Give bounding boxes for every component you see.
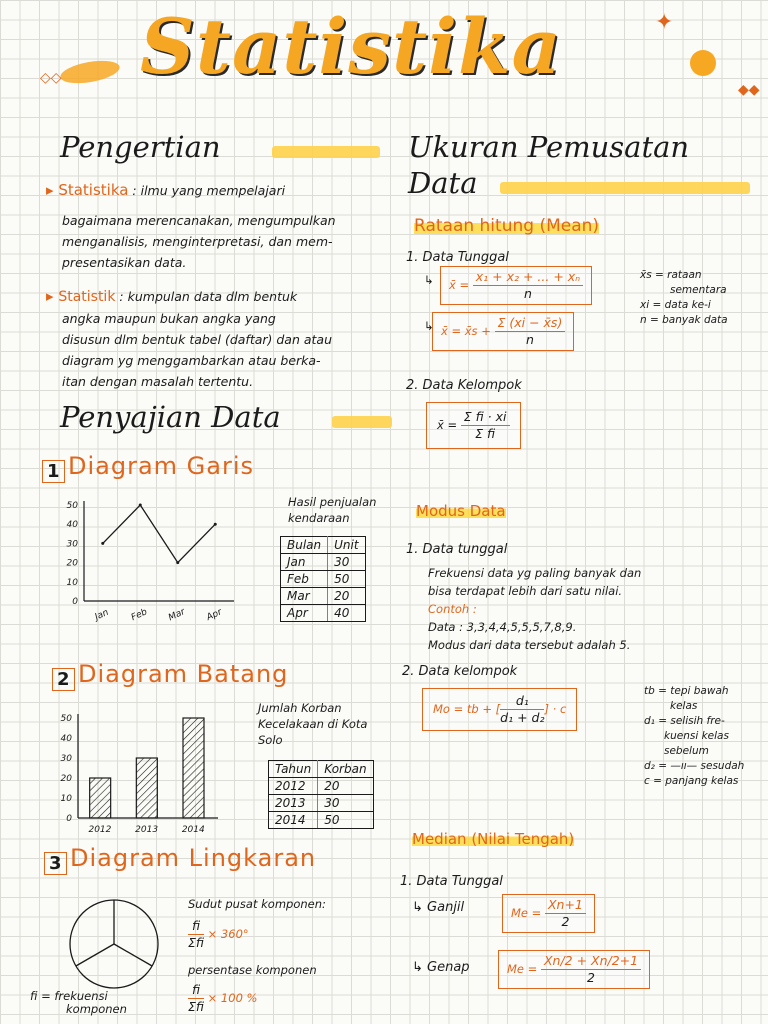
modus-kelompok: 2. Data kelompok [402,664,518,679]
sun-doodle [690,50,716,76]
caption-line: kendaraan [288,511,350,525]
diagram-lingkaran-title: Diagram Lingkaran [70,844,317,872]
y-tick-label: 20 [60,774,72,784]
frac-bottom: 2 [587,970,595,985]
legend-line: sebelum [664,745,709,757]
mean-tunggal: 1. Data Tunggal [406,250,509,265]
page-title: Statistika [140,2,562,91]
y-tick-label: 40 [60,734,72,744]
data-point [176,561,179,564]
table-row [281,554,366,571]
table-header: Bulan [281,537,328,554]
formula-lhs: x̄ = x̄s + [441,324,491,338]
y-tick-label: 40 [66,520,78,531]
note-line: komponen [66,1002,127,1016]
y-tick-label: 50 [66,501,78,511]
median-ganjil-formula [502,894,595,933]
x-tick-label: 2013 [135,825,159,835]
legend-line: xi = data ke-i [640,299,711,311]
modus-tunggal: 1. Data tunggal [406,542,508,557]
contoh-data: Data : 3,3,4,4,5,5,5,7,8,9. [428,620,577,634]
mean-formula-2 [432,312,574,351]
desc-line: Frekuensi data yg paling banyak dan [428,566,642,580]
note-line: fi = frekuensi [30,989,108,1003]
sparkle-icon: ◆◆ [738,82,760,98]
legend-line: kuensi kelas [664,730,729,742]
x-tick-label: Feb [129,607,149,624]
legend-line: kelas [670,700,698,712]
frac-top: d₁ [500,693,544,710]
modus-legend [644,684,744,789]
y-tick-label: 10 [60,794,72,804]
def1-lines [62,210,402,273]
table-header: Tahun [269,761,318,778]
y-tick-label: 50 [60,714,72,724]
frac-bottom: n [523,286,532,301]
pie-slice-divider [114,944,152,966]
mean-title [414,216,599,236]
y-tick-label: 30 [60,754,72,764]
pengertian-heading: Pengertian [60,130,221,164]
definition-statistika: ▸ Statistika : ilmu yang mempelajari [46,181,286,199]
definition-statistik: ▸ Statistik : kumpulan data dlm bentuk [46,287,298,305]
def1-line: bagaimana merencanakan, mengumpulkan [62,213,336,228]
genap-text: Genap [427,960,470,975]
legend-line: tb = tepi bawah [644,685,729,697]
formula-lhs: Me = [507,962,538,976]
persen-tail: × 100 % [207,991,258,1005]
term-statistika: Statistika [58,181,129,199]
y-tick-label: 0 [66,814,72,824]
series-line [103,505,216,563]
frac-bottom: d₁ + d₂ [500,710,545,725]
x-tick-label: 2012 [88,825,112,835]
mean-legend [640,268,728,328]
median-title-text: Median (Nilai Tengah) [412,830,575,848]
def1-line: menganalisis, menginterpretasi, dan mem- [62,234,333,249]
x-tick-label: 2014 [181,825,205,835]
y-tick-label: 0 [72,597,78,607]
section-number: 3 [44,852,67,875]
desc-line: bisa terdapat lebih dari satu nilai. [428,584,623,598]
def2-lines [62,308,402,392]
frac-top: Σ (xi − x̄s) [495,315,566,332]
def2-line: disusun dlm bentuk tabel (daftar) dan atau [62,332,333,347]
table-cell: Jan [281,554,328,571]
frac-top: x₁ + x₂ + ... + xₙ [473,269,583,286]
contoh-label: Contoh : [428,602,477,616]
mean-formula-1 [440,266,592,305]
legend-line: sementara [670,284,727,296]
diagram-batang-title: Diagram Batang [78,660,289,688]
table-header: Korban [318,761,373,778]
ukuran-heading-line2: Data [408,166,478,200]
table-cell: 50 [318,812,373,829]
median-title [412,830,574,848]
table-cell: 2014 [269,812,318,829]
y-tick-label: 10 [66,577,78,588]
def2-line: diagram yg menggambarkan atau berka- [62,353,321,368]
frac-bottom: Σ fi [475,426,496,441]
table-cell: 2012 [269,778,318,795]
term-statistik: Statistik [58,289,116,305]
contoh-result: Modus dari data tersebut adalah 5. [428,638,631,652]
table-cell: 2013 [269,795,318,812]
table-cell: 20 [328,588,365,605]
legend-line: x̄s = rataan [640,269,702,281]
frac-bottom: n [525,332,534,347]
sudut-tail: × 360° [207,927,249,941]
frac-bottom: Σfi [188,935,204,950]
table-cell: 40 [328,605,365,622]
bar [136,758,157,818]
fi-note [30,990,127,1016]
frac-bottom: 2 [561,914,570,929]
arrow-icon: ↳ [424,319,434,333]
data-point [101,542,104,545]
def2-line: itan dengan masalah tertentu. [62,374,254,389]
caption-line: Solo [258,733,283,747]
bar-chart [52,708,232,838]
frac-top: Xn/2 + Xn/2+1 [541,953,641,970]
batang-caption [258,700,367,748]
table-header: Unit [328,537,365,554]
formula-lhs: Me = [511,906,542,920]
modus-formula: Mo = tb + [ $\frac{\text{d₁}}{\text{d₁ + d₂}}$ ] · c [422,688,577,731]
caption-line: Kecelakaan di Kota [258,717,368,731]
diagram-garis-title: Diagram Garis [68,452,255,480]
caption-line: Jumlah Korban [258,701,342,715]
def1-line: presentasikan data. [62,255,187,270]
def1-rest: : ilmu yang mempelajari [132,183,286,198]
table-cell: 30 [328,554,365,571]
line-chart [50,495,250,625]
formula-lhs: x̄ = [437,418,458,432]
modus-title [416,502,506,520]
frac-bottom: Σfi [188,999,204,1014]
sudut-formula [188,918,249,951]
y-tick-label: 20 [66,558,78,569]
table-cell: Mar [281,588,328,605]
table-row [269,812,374,829]
bar [90,778,111,818]
genap-label: ↳ Genap [412,960,470,975]
persen-label: persentase komponen [188,963,317,977]
bar [183,718,204,818]
table-row [269,795,374,812]
formula-lhs: x̄ = [449,278,470,292]
table-row [269,778,374,795]
penyajian-heading: Penyajian Data [60,400,281,434]
mean-kelompok: 2. Data Kelompok [406,378,522,393]
modus-desc [428,564,641,654]
heading-underline [500,182,750,194]
x-tick-label: Apr [205,607,224,624]
modus-title-text: Modus Data [416,502,506,520]
caption-line: Hasil penjualan [288,495,377,509]
sparkle-icon-left: ◇◇ [40,70,62,86]
pie-chart [66,896,162,992]
frac-top: Σ fi · xi [461,409,510,426]
section-number: 2 [52,668,75,691]
kite-icon: ✦ [655,10,674,35]
batang-table [268,760,374,829]
formula-tail: · c [552,702,567,716]
persen-formula [188,982,257,1015]
legend-line: c = panjang kelas [644,775,739,787]
frac-top: fi [188,918,204,935]
heading-underline [332,416,392,428]
ganjil-text: Ganjil [427,900,465,915]
mean-formula-3 [426,402,521,449]
table-row [281,571,366,588]
planet-doodle [59,57,122,87]
formula-lhs: Mo = tb + [433,702,493,716]
pie-slice-divider [76,944,114,966]
arrow-icon: ↳ [424,273,434,287]
frac-top: Xn+1 [545,897,586,914]
garis-caption [288,494,376,526]
sudut-label: Sudut pusat komponen: [188,897,326,911]
table-cell: Apr [281,605,328,622]
median-genap-formula [498,950,650,989]
table-cell: 20 [318,778,373,795]
def2-rest: : kumpulan data dlm bentuk [119,289,298,304]
data-point [139,504,142,507]
ganjil-label: ↳ Ganjil [412,900,465,915]
mean-title-text: Rataan hitung (Mean) [414,216,600,236]
garis-table [280,536,366,622]
x-tick-label: Mar [167,607,187,624]
data-point [214,523,217,526]
def2-line: angka maupun bukan angka yang [62,311,276,326]
table-row [281,588,366,605]
legend-line: d₂ = —ıı— sesudah [644,760,745,772]
table-cell: 30 [318,795,373,812]
y-tick-label: 30 [66,539,78,550]
table-cell: Feb [281,571,328,588]
table-cell: 50 [328,571,365,588]
frac-top: fi [188,982,204,999]
legend-line: n = banyak data [640,314,728,326]
legend-line: d₁ = selisih fre- [644,715,725,727]
heading-underline [272,146,380,158]
table-row [281,605,366,622]
ukuran-heading-line1: Ukuran Pemusatan [408,130,690,164]
median-tunggal: 1. Data Tunggal [400,874,503,889]
section-number: 1 [42,460,65,483]
x-tick-label: Jan [93,607,111,623]
